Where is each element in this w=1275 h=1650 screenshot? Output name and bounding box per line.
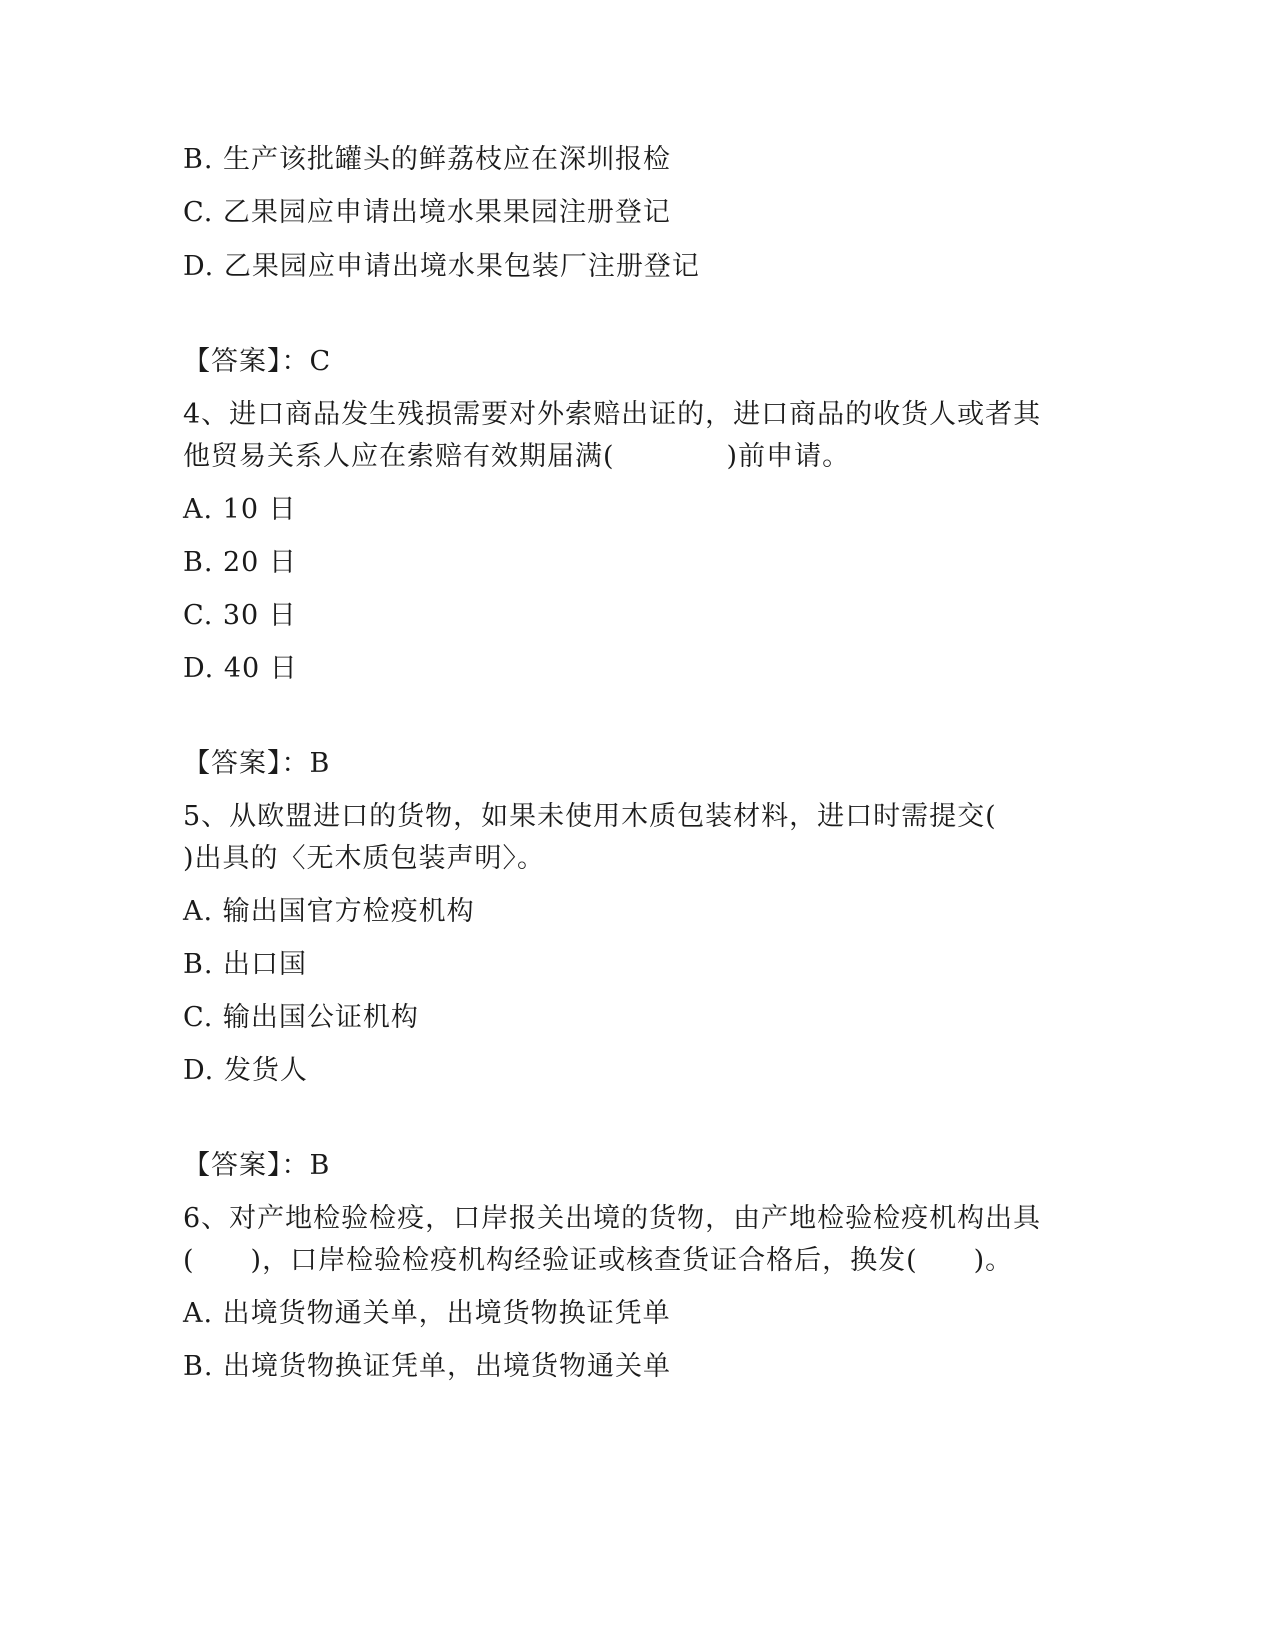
q6-stem-line2: ( )，口岸检验检疫机构经验证或核查货证合格后，换发( )。 xyxy=(183,1245,1014,1276)
q5-stem-line2: )出具的〈无木质包装声明〉。 xyxy=(183,843,546,874)
q6-option-b: B. 出境货物换证凭单，出境货物通关单 xyxy=(183,1351,672,1382)
q3-option-d: D. 乙果园应申请出境水果包装厂注册登记 xyxy=(183,251,700,282)
q5-option-a: A. 输出国官方检疫机构 xyxy=(183,896,475,927)
q3-answer: 【答案】：C xyxy=(183,346,332,377)
q5-answer: 【答案】：B xyxy=(183,1150,331,1181)
q6-option-a: A. 出境货物通关单，出境货物换证凭单 xyxy=(183,1298,671,1329)
q4-answer: 【答案】：B xyxy=(183,748,331,779)
q5-option-b: B. 出口国 xyxy=(183,949,308,980)
q4-option-c: C. 30 日 xyxy=(183,600,297,631)
q3-option-b: B. 生产该批罐头的鲜荔枝应在深圳报检 xyxy=(183,144,672,175)
q5-option-c: C. 输出国公证机构 xyxy=(183,1002,419,1033)
q4-option-a: A. 10 日 xyxy=(183,494,297,525)
q4-stem-line2: 他贸易关系人应在索赔有效期届满( )前申请。 xyxy=(183,441,851,472)
q4-option-b: B. 20 日 xyxy=(183,547,297,578)
q4-option-d: D. 40 日 xyxy=(183,653,298,684)
q3-option-c: C. 乙果园应申请出境水果果园注册登记 xyxy=(183,197,671,228)
q5-stem-line1: 5、从欧盟进口的货物，如果未使用木质包装材料，进口时需提交( xyxy=(183,801,997,832)
q6-stem-line1: 6、对产地检验检疫，口岸报关出境的货物，由产地检验检疫机构出具 xyxy=(183,1203,1042,1234)
q4-stem-line1: 4、进口商品发生残损需要对外索赔出证的，进口商品的收货人或者其 xyxy=(183,399,1042,430)
q5-option-d: D. 发货人 xyxy=(183,1055,308,1086)
